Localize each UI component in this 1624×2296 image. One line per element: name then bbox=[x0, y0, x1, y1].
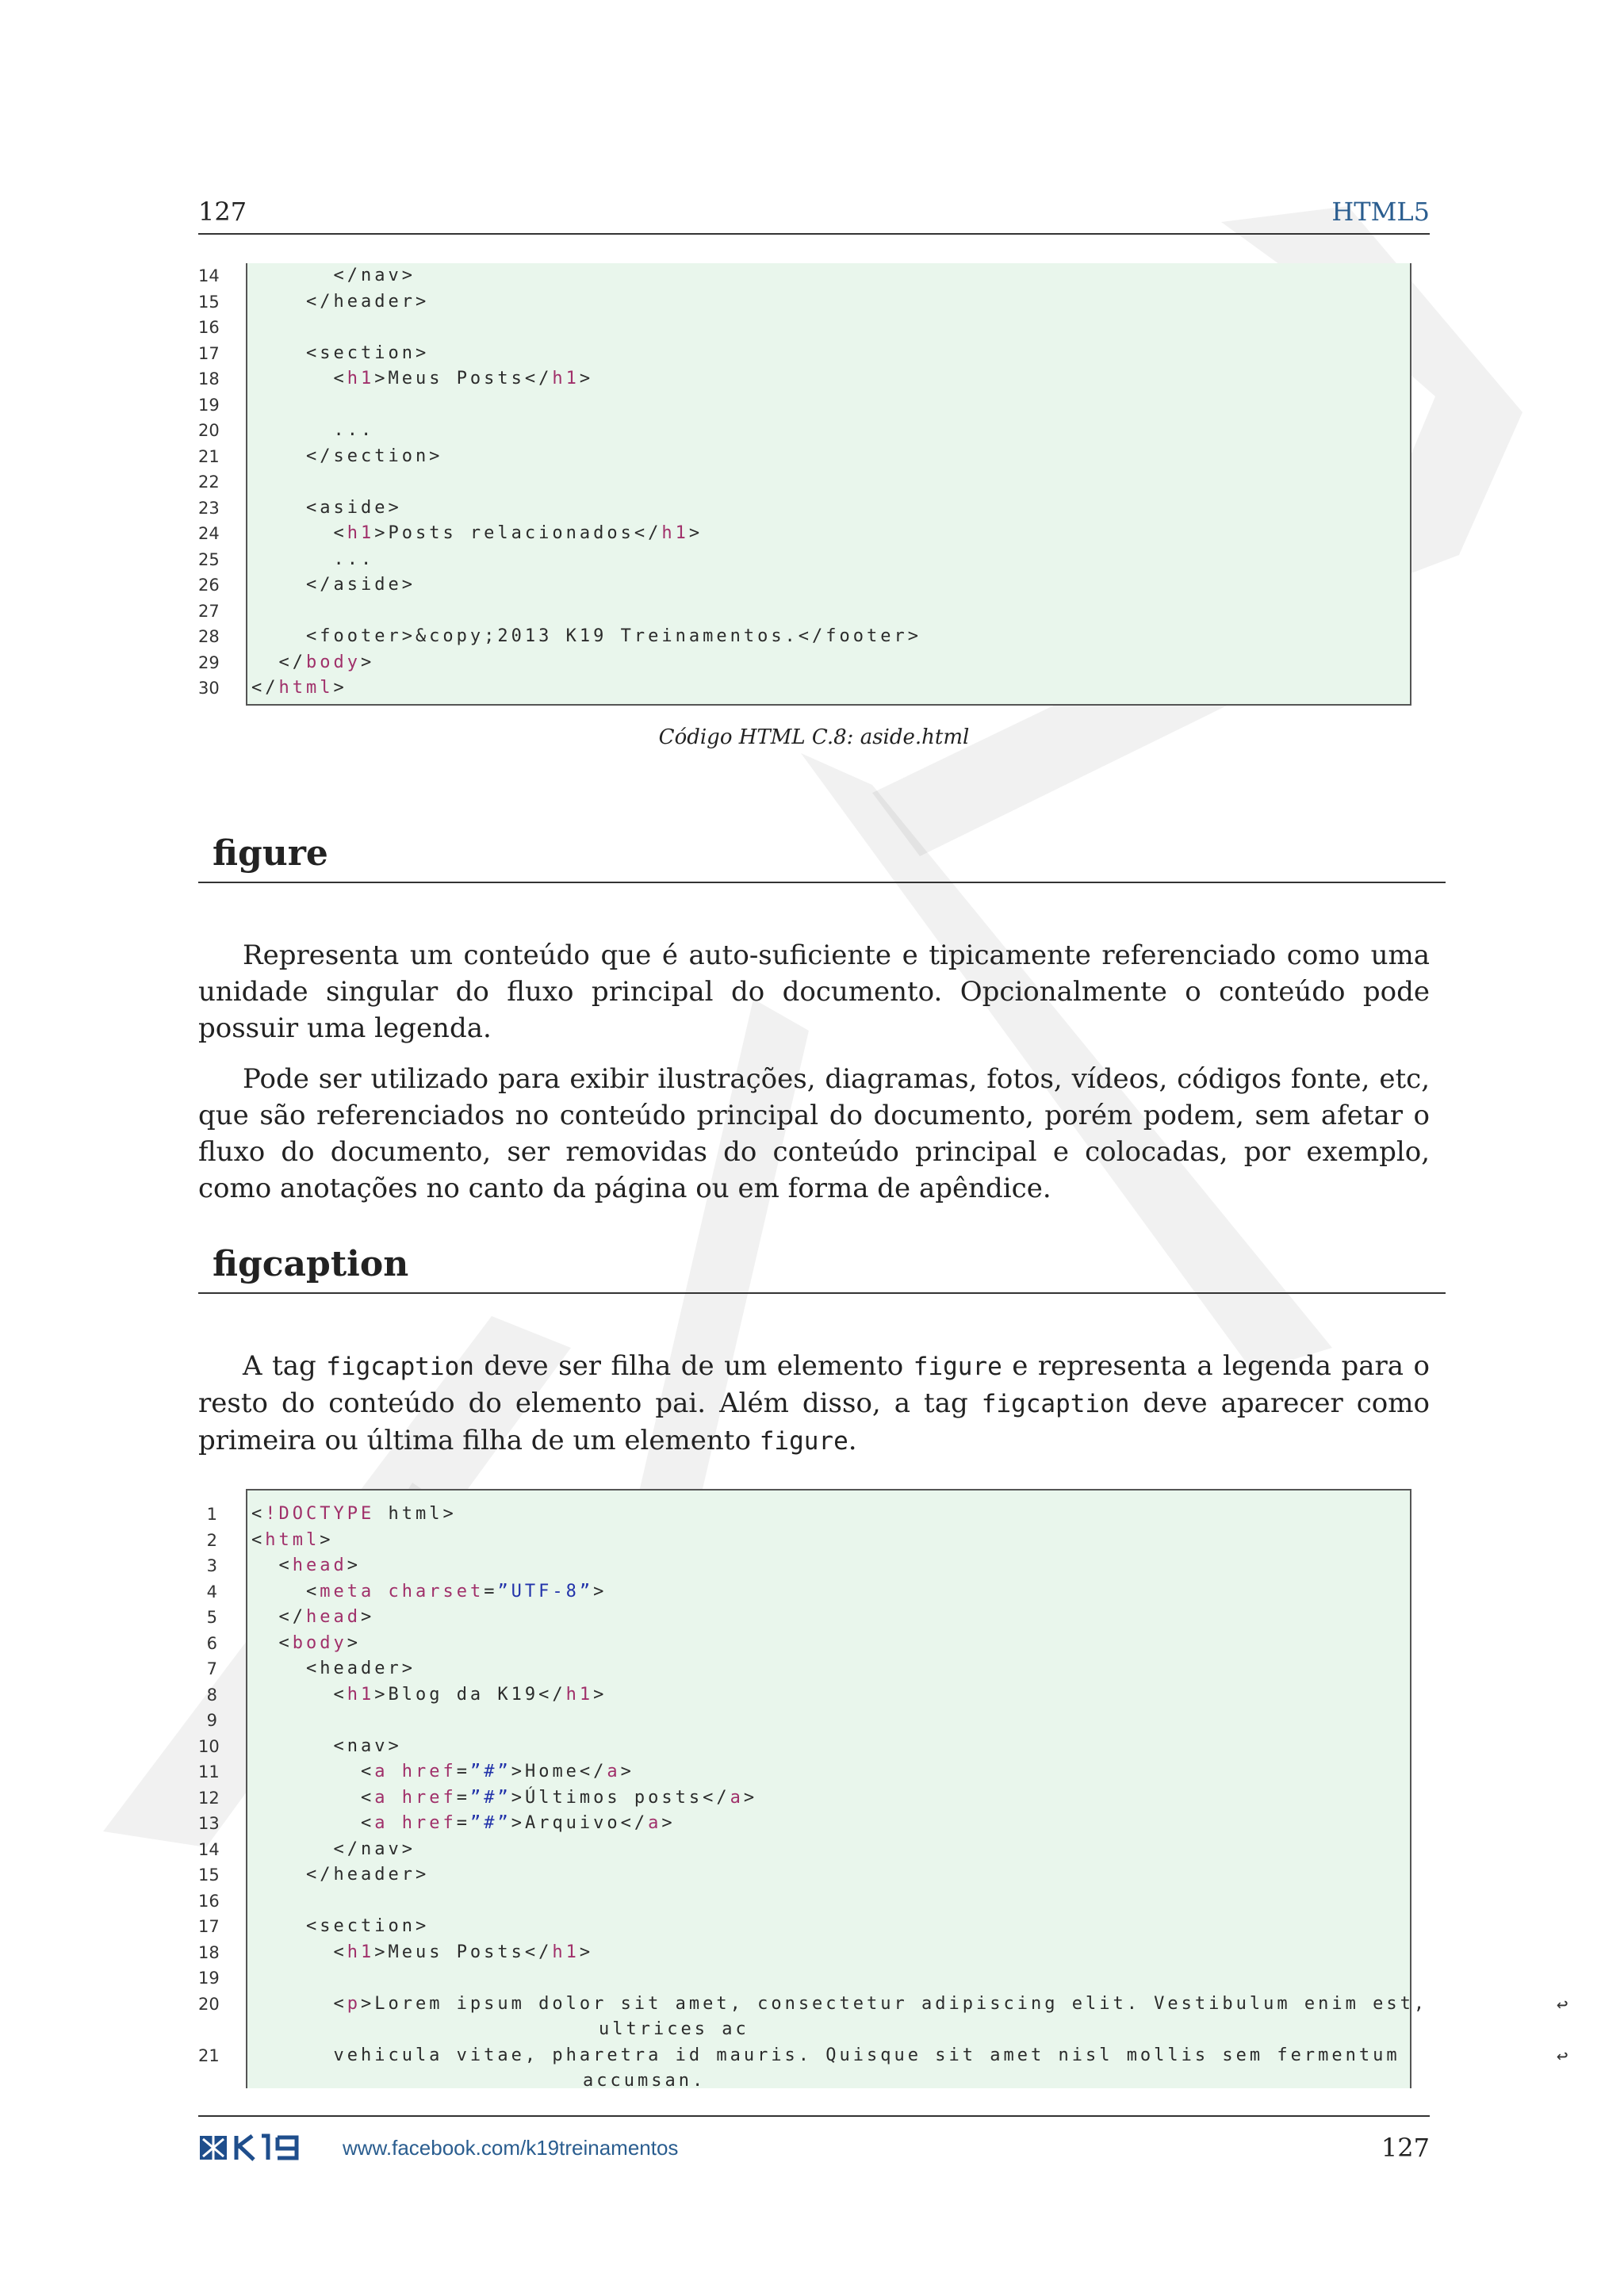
code-line bbox=[198, 1759, 1411, 1785]
line-number: 14 bbox=[198, 266, 220, 285]
code-line bbox=[198, 547, 1411, 572]
line-number: 18 bbox=[198, 1942, 220, 1962]
line-number: 15 bbox=[198, 292, 220, 312]
code-line bbox=[198, 1785, 1411, 1811]
page-footer bbox=[198, 2115, 1430, 2164]
line-number: 24 bbox=[198, 524, 220, 543]
code-text: <header> bbox=[251, 1659, 416, 1678]
code-line bbox=[198, 1631, 1411, 1656]
line-number: 12 bbox=[198, 1788, 220, 1808]
code-text: <nav> bbox=[251, 1735, 402, 1756]
code-text: </section> bbox=[251, 446, 443, 466]
line-number: 19 bbox=[198, 1969, 220, 1988]
code-line bbox=[198, 1940, 1411, 1965]
code-line bbox=[198, 1708, 1411, 1733]
code-text: <h1>Meus Posts</h1> bbox=[251, 1942, 594, 1962]
line-number: 21 bbox=[198, 2045, 220, 2065]
line-number: 17 bbox=[198, 343, 220, 363]
code-text: </nav> bbox=[251, 1839, 416, 1859]
code-text: <a href=”#”>Home</a> bbox=[251, 1762, 634, 1781]
code-line bbox=[198, 572, 1411, 598]
figure-paragraphs bbox=[198, 937, 1430, 1207]
line-number: 17 bbox=[198, 1917, 220, 1936]
code-text: <h1>Blog da K19</h1> bbox=[251, 1684, 607, 1705]
code-text: </html> bbox=[251, 678, 347, 698]
line-number: 20 bbox=[198, 1994, 220, 2014]
code-caption: Código HTML C.8: aside.html bbox=[658, 725, 970, 749]
code-line bbox=[198, 624, 1411, 649]
code-text: <aside> bbox=[251, 497, 402, 518]
line-number: 1 bbox=[206, 1505, 217, 1524]
figcaption-paragraph bbox=[198, 1348, 1430, 1460]
line-number: 4 bbox=[206, 1582, 217, 1601]
code-line bbox=[198, 650, 1411, 675]
code-line bbox=[198, 599, 1411, 624]
figcaption-paragraph-text: A tag figcaption deve ser filha de um elemento figure e representa a legenda para o resto do conteúdo do elemento pai. Além disso, a tag figcaption deve aparecer como primeira ou última filha de um elemento figure. bbox=[198, 1350, 1430, 1456]
code-line bbox=[198, 1553, 1411, 1578]
code-line bbox=[198, 1862, 1411, 1888]
code-line bbox=[198, 1656, 1411, 1682]
line-number: 14 bbox=[198, 1839, 220, 1859]
code-line bbox=[198, 1888, 1411, 1914]
section-title-figcaption: figcaption bbox=[198, 1243, 1446, 1294]
code-text: ultrices ac bbox=[599, 2019, 749, 2039]
line-number: 16 bbox=[198, 1891, 220, 1911]
code-line bbox=[198, 1682, 1411, 1708]
code-line bbox=[198, 418, 1411, 443]
header-page-number: 127 bbox=[198, 197, 247, 227]
line-number: 9 bbox=[206, 1711, 217, 1730]
running-header bbox=[198, 197, 1430, 235]
code-line-continuation bbox=[198, 2068, 1411, 2094]
code-line bbox=[198, 1605, 1411, 1630]
section-title-figure: figure bbox=[198, 832, 1446, 883]
line-number: 23 bbox=[198, 498, 220, 518]
line-number: 5 bbox=[206, 1608, 217, 1627]
code-text: <footer>&copy;2013 K19 Treinamentos.</footer> bbox=[251, 626, 922, 646]
code-line bbox=[198, 675, 1411, 701]
line-number: 19 bbox=[198, 395, 220, 415]
line-number: 3 bbox=[206, 1556, 217, 1575]
code-line bbox=[198, 1811, 1411, 1836]
line-wrap-arrow-icon: ↩ bbox=[1557, 2044, 1568, 2067]
code-text: </header> bbox=[251, 291, 430, 312]
code-text: </head> bbox=[251, 1607, 375, 1627]
code-line bbox=[198, 1837, 1411, 1862]
code-line bbox=[198, 521, 1411, 546]
line-number: 16 bbox=[198, 318, 220, 337]
code-line bbox=[198, 496, 1411, 521]
code-text: <section> bbox=[251, 342, 430, 363]
code-listing-aside bbox=[198, 263, 1411, 707]
code-text: <h1>Posts relacionados</h1> bbox=[251, 523, 703, 543]
code-text: ... bbox=[251, 549, 375, 569]
line-number: 8 bbox=[206, 1685, 217, 1705]
code-text: </nav> bbox=[251, 266, 416, 285]
code-text: <p>Lorem ipsum dolor sit amet, consectetur adipiscing elit. Vestibulum enim est, bbox=[251, 1993, 1428, 2014]
code-line bbox=[198, 1734, 1411, 1759]
line-number: 26 bbox=[198, 576, 220, 595]
code-text: <head> bbox=[251, 1556, 361, 1575]
code-text: </body> bbox=[251, 652, 375, 672]
line-number: 20 bbox=[198, 421, 220, 440]
line-number: 30 bbox=[198, 679, 220, 698]
line-number: 2 bbox=[206, 1530, 217, 1550]
footer-page-number: 127 bbox=[1381, 2133, 1430, 2163]
code-line bbox=[198, 366, 1411, 392]
inline-code-figure: figure bbox=[759, 1427, 848, 1456]
k19-logo-icon bbox=[198, 2133, 325, 2163]
line-number: 28 bbox=[198, 627, 220, 646]
code-line bbox=[198, 1528, 1411, 1553]
code-text: <!DOCTYPE html> bbox=[251, 1504, 457, 1524]
line-number: 22 bbox=[198, 473, 220, 492]
line-number: 6 bbox=[206, 1633, 217, 1653]
code-line bbox=[198, 289, 1411, 315]
code-text: </aside> bbox=[251, 575, 416, 595]
line-number: 10 bbox=[198, 1736, 220, 1756]
code-line bbox=[198, 1502, 1411, 1527]
code-line bbox=[198, 1992, 1568, 2017]
code-text: <meta charset=”UTF-8”> bbox=[251, 1581, 607, 1601]
code-line bbox=[198, 263, 1411, 289]
line-wrap-arrow-icon: ↩ bbox=[1557, 1992, 1568, 2015]
code-text: ... bbox=[251, 420, 375, 440]
code-text: <body> bbox=[251, 1632, 361, 1653]
code-line bbox=[198, 1579, 1411, 1605]
line-number: 21 bbox=[198, 446, 220, 466]
line-number: 18 bbox=[198, 369, 220, 388]
code-line bbox=[198, 469, 1411, 495]
code-text: <a href=”#”>Arquivo</a> bbox=[251, 1813, 676, 1833]
line-number: 13 bbox=[198, 1814, 220, 1833]
code-listing-figcaption bbox=[198, 1489, 1568, 2091]
code-line bbox=[198, 341, 1411, 366]
inline-code-figure: figure bbox=[913, 1353, 1002, 1381]
code-text: vehicula vitae, pharetra id mauris. Quisque sit amet nisl mollis sem fermentum bbox=[251, 2045, 1400, 2065]
code-line bbox=[198, 315, 1411, 340]
line-number: 11 bbox=[198, 1762, 220, 1781]
line-number: 7 bbox=[206, 1659, 217, 1678]
figure-paragraph-2: Pode ser utilizado para exibir ilustrações, diagramas, fotos, vídeos, códigos fonte, etc, que são referenciados no conteúdo principal do documento, porém podem, sem afetar o fluxo do documento, ser removidas do conteúdo principal e colocadas, por exemplo, como anotações no canto da página ou em forma de apêndice. bbox=[198, 1063, 1430, 1204]
code-text: <h1>Meus Posts</h1> bbox=[251, 369, 594, 388]
line-number: 15 bbox=[198, 1866, 220, 1885]
code-line bbox=[198, 444, 1411, 469]
line-number: 27 bbox=[198, 601, 220, 621]
code-line bbox=[198, 1914, 1411, 1939]
code-text: <html> bbox=[251, 1529, 334, 1550]
line-number: 29 bbox=[198, 652, 220, 672]
inline-code-figcaption: figcaption bbox=[981, 1390, 1130, 1418]
code-line-continuation bbox=[198, 2017, 1411, 2042]
code-text: </header> bbox=[251, 1865, 430, 1885]
code-text: <section> bbox=[251, 1916, 430, 1936]
inline-code-figcaption: figcaption bbox=[326, 1353, 474, 1381]
line-number: 25 bbox=[198, 549, 220, 569]
code-line bbox=[198, 1965, 1411, 1991]
footer-url-link[interactable]: www.facebook.com/k19treinamentos bbox=[343, 2136, 679, 2160]
code-line bbox=[198, 2043, 1568, 2068]
code-text: <a href=”#”>Últimos posts</a> bbox=[251, 1787, 758, 1808]
header-chapter-title: HTML5 bbox=[1331, 197, 1430, 227]
figure-paragraph-1: Representa um conteúdo que é auto-suficiente e tipicamente referenciado como uma unidade singular do fluxo principal do documento. Opcionalmente o conteúdo pode possuir uma legenda. bbox=[198, 939, 1430, 1044]
code-line bbox=[198, 392, 1411, 418]
code-text: accumsan. bbox=[583, 2071, 707, 2091]
